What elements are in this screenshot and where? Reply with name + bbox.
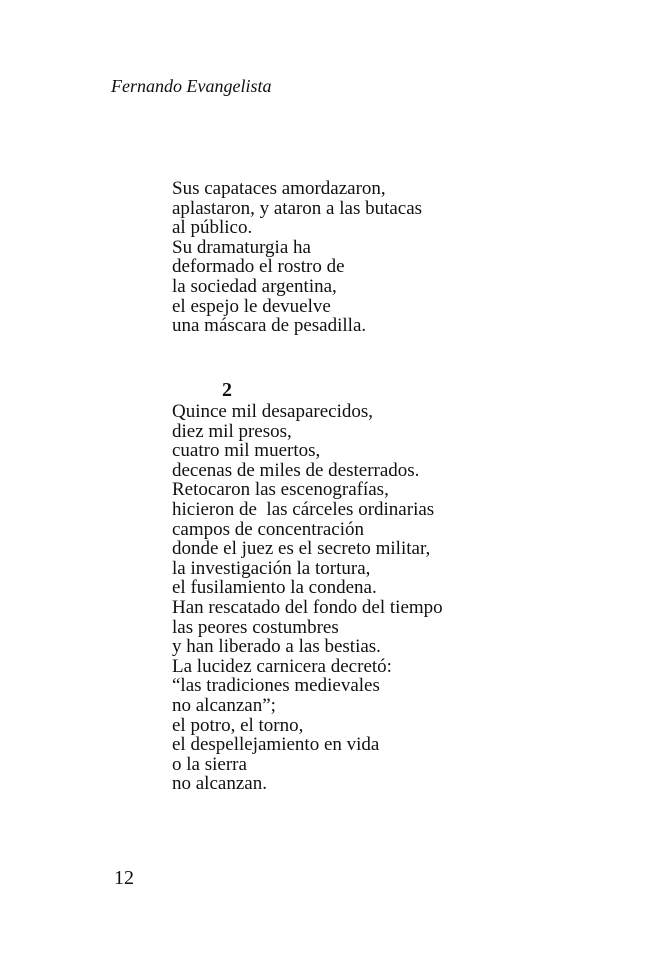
page-number: 12 (114, 867, 134, 889)
poem-line: al público. (172, 217, 253, 239)
poem-line: campos de concentración (172, 518, 365, 540)
poem-line: la investigación la tortura, (172, 557, 371, 579)
poem-line: cuatro mil muertos, (172, 440, 321, 462)
poem-line: aplastaron, y ataron a las butacas (172, 197, 423, 219)
section-number: 2 (222, 379, 232, 401)
poem-stanza-1 (172, 179, 422, 336)
poem-line: el despellejamiento en vida (172, 734, 380, 756)
poem-line: La lucidez carnicera decretó: (172, 655, 392, 677)
running-header-author: Fernando Evangelista (111, 76, 272, 96)
poem-line: no alcanzan. (172, 773, 267, 795)
poem-line: Han rescatado del fondo del tiempo (172, 596, 443, 618)
poem-line: no alcanzan”; (172, 694, 276, 716)
poem-line: deformado el rostro de (172, 256, 345, 278)
poem-line: el potro, el torno, (172, 714, 304, 736)
poem-line: o la sierra (172, 753, 247, 775)
poem-line: diez mil presos, (172, 420, 292, 442)
poem-stanza-2 (172, 402, 443, 794)
poem-line: “las tradiciones medievales (172, 675, 380, 697)
poem-line: decenas de miles de desterrados. (172, 459, 420, 481)
poem-line: Quince mil desaparecidos, (172, 401, 374, 422)
poem-line: Sus capataces amordazaron, (172, 178, 386, 199)
poem-line: y han liberado a las bestias. (172, 636, 381, 658)
poem-line: una máscara de pesadilla. (172, 315, 367, 337)
poem-line: el espejo le devuelve (172, 295, 331, 317)
poem-line: el fusilamiento la condena. (172, 577, 377, 599)
poem-line: las peores costumbres (172, 616, 339, 638)
poem-line: Su dramaturgia ha (172, 236, 311, 258)
poem-line: donde el juez es el secreto militar, (172, 538, 431, 560)
poem-line: Retocaron las escenografías, (172, 479, 389, 501)
poem-line: la sociedad argentina, (172, 275, 337, 297)
poem-line: hicieron de las cárceles ordinarias (172, 498, 435, 520)
